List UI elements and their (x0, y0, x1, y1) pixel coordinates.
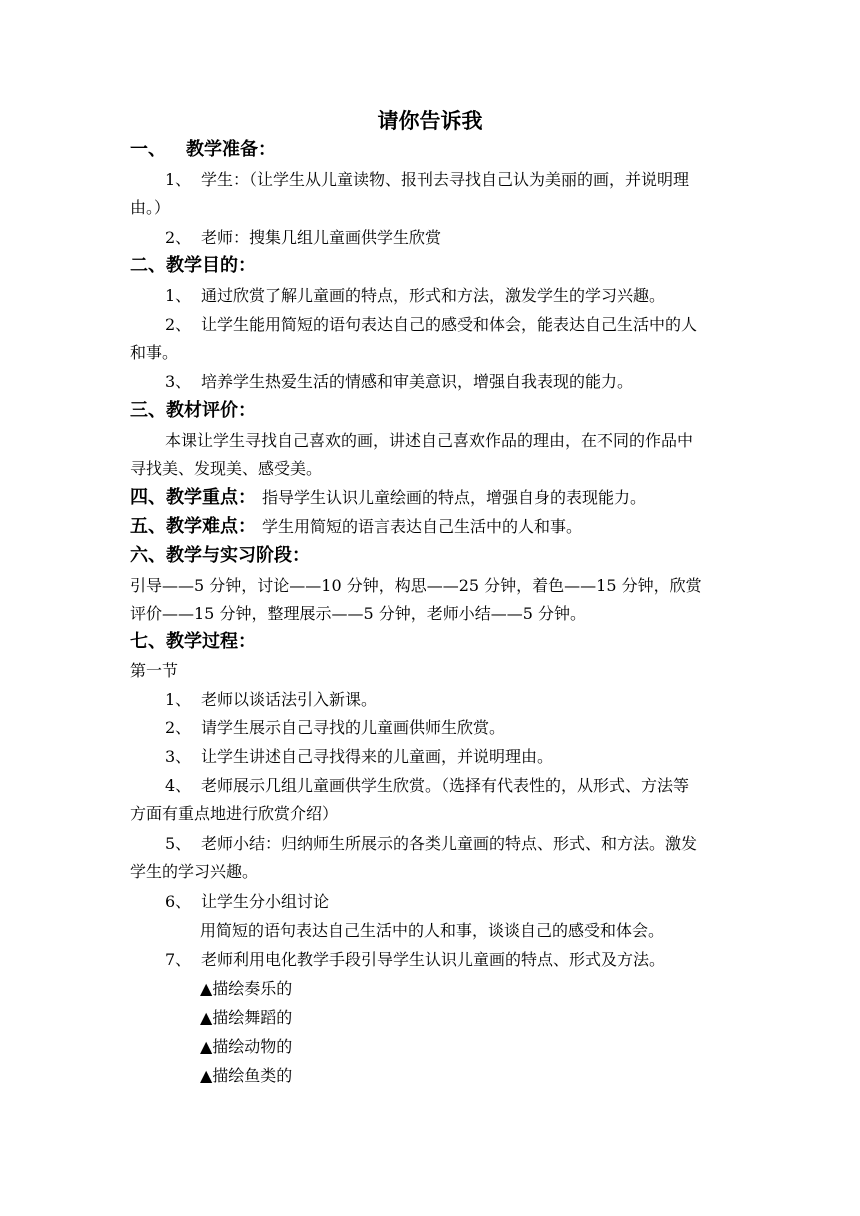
sec7-step-2: 2、 请学生展示自己寻找的儿童画供师生欣赏。 (165, 718, 506, 737)
sec2-item-1: 1、 通过欣赏了解儿童画的特点，形式和方法，激发学生的学习兴趣。 (165, 286, 666, 305)
section-2-heading: 二、教学目的： (130, 255, 256, 276)
sec2-item-2: 2、 让学生能用简短的语句表达自己的感受和体会，能表达自己生活中的人 (165, 315, 698, 334)
section-4-text: 指导学生认识儿童绘画的特点，增强自身的表现能力。 (262, 488, 647, 507)
sec7-step-5-cont: 学生的学习兴趣。 (130, 862, 259, 881)
sec2-item-2-cont: 和事。 (130, 343, 179, 362)
sec1-item-2: 2、 老师：搜集几组儿童画供学生欣赏 (165, 228, 442, 247)
sec7-step-6: 6、 让学生分小组讨论 (165, 892, 330, 911)
section-5-heading: 五、教学难点： (130, 516, 256, 537)
sec7-step-5: 5、 老师小结：归纳师生所展示的各类儿童画的特点、形式、和方法。激发 (165, 834, 698, 853)
sec3-para-line-2: 寻找美、发现美、感受美。 (130, 459, 323, 478)
bullet-item: ▲描绘奏乐的 (200, 979, 293, 998)
section-7-heading: 七、教学过程： (130, 631, 256, 652)
sec7-step-4-cont: 方面有重点地进行欣赏介绍） (130, 804, 339, 823)
section-5 (130, 516, 582, 538)
document-title: 请你告诉我 (377, 108, 483, 133)
section-4 (130, 487, 646, 509)
sec7-step-4: 4、 老师展示几组儿童画供学生欣赏。（选择有代表性的，从形式、方法等 (165, 776, 690, 795)
sec1-item-1: 1、 学生：（让学生从儿童读物、报刊去寻找自己认为美丽的画，并说明理 (165, 170, 690, 189)
sec7-step-6-sub: 用简短的语句表达自己生活中的人和事，谈谈自己的感受和体会。 (200, 921, 665, 940)
section-3-heading: 三、教材评价： (130, 400, 256, 421)
section-6-heading: 六、教学与实习阶段： (130, 545, 310, 566)
sec7-step-7: 7、 老师利用电化教学手段引导学生认识儿童画的特点、形式及方法。 (165, 950, 666, 969)
sec7-subheading: 第一节 (130, 661, 179, 680)
sec2-item-3: 3、 培养学生热爱生活的情感和审美意识，增强自我表现的能力。 (165, 372, 634, 391)
section-1-heading: 一、 教学准备： (130, 139, 276, 160)
sec6-line-1: 引导——5 分钟，讨论——10 分钟，构思——25 分钟，着色——15 分钟，欣赏 (130, 576, 702, 595)
section-4-heading: 四、教学重点： (130, 487, 256, 508)
bullet-item: ▲描绘动物的 (200, 1037, 293, 1056)
bullet-item: ▲描绘舞蹈的 (200, 1008, 293, 1027)
sec3-para-line-1: 本课让学生寻找自己喜欢的画，讲述自己喜欢作品的理由，在不同的作品中 (165, 431, 694, 450)
sec1-item-1-cont: 由。） (130, 198, 171, 217)
sec7-step-3: 3、 让学生讲述自己寻找得来的儿童画，并说明理由。 (165, 747, 554, 766)
sec6-line-2: 评价——15 分钟，整理展示——5 分钟，老师小结——5 分钟。 (130, 604, 586, 623)
bullet-item: ▲描绘鱼类的 (200, 1066, 293, 1085)
section-5-text: 学生用简短的语言表达自己生活中的人和事。 (262, 517, 583, 536)
sec7-step-1: 1、 老师以谈话法引入新课。 (165, 690, 378, 709)
